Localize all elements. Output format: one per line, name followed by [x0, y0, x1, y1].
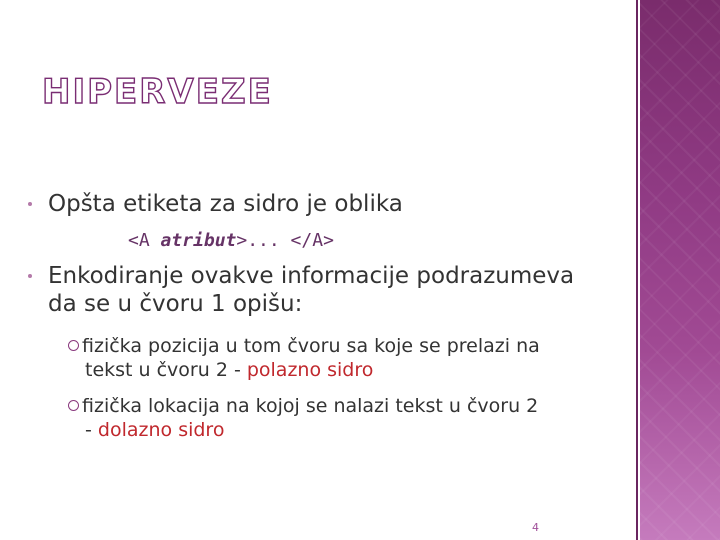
sub-bullet-1-line-1: fizička pozicija u tom čvoru sa koje se prelazi na	[82, 335, 540, 357]
page-number: 4	[532, 521, 539, 534]
slide-title: HIPERVEZE	[42, 72, 273, 112]
decorative-side-band	[640, 0, 720, 540]
side-divider	[636, 0, 638, 540]
bullet-item-2	[48, 262, 608, 318]
sub-bullet-item-1	[68, 334, 608, 382]
sub-bullet-item-2	[68, 394, 608, 442]
bullet-2-line-1: Enkodiranje ovakve informacije podrazumeva	[48, 263, 575, 289]
sub-bullet-1-highlight: polazno sidro	[246, 359, 374, 381]
sub-bullet-2-line-1: fizička lokacija na kojoj se nalazi tekst u čvoru 2	[82, 395, 539, 417]
code-rest: >... </A>	[236, 230, 334, 251]
bullet-2-line-2: da se u čvoru 1 opišu:	[48, 291, 303, 317]
bullet-icon	[28, 274, 32, 278]
code-open: <A	[128, 230, 161, 251]
sub-bullet-2-highlight: dolazno sidro	[97, 419, 225, 441]
anchor-tag-code	[128, 230, 334, 251]
code-attribute: atribut	[160, 230, 237, 251]
ring-bullet-icon	[68, 340, 79, 351]
bullet-icon	[28, 202, 32, 206]
sub-bullet-2-line-2: -	[85, 419, 98, 441]
sub-bullet-1-line-2: tekst u čvoru 2 -	[85, 359, 247, 381]
bullet-1-text: Opšta etiketa za sidro je oblika	[48, 191, 403, 217]
ring-bullet-icon	[68, 400, 79, 411]
bullet-item-1	[48, 190, 608, 218]
